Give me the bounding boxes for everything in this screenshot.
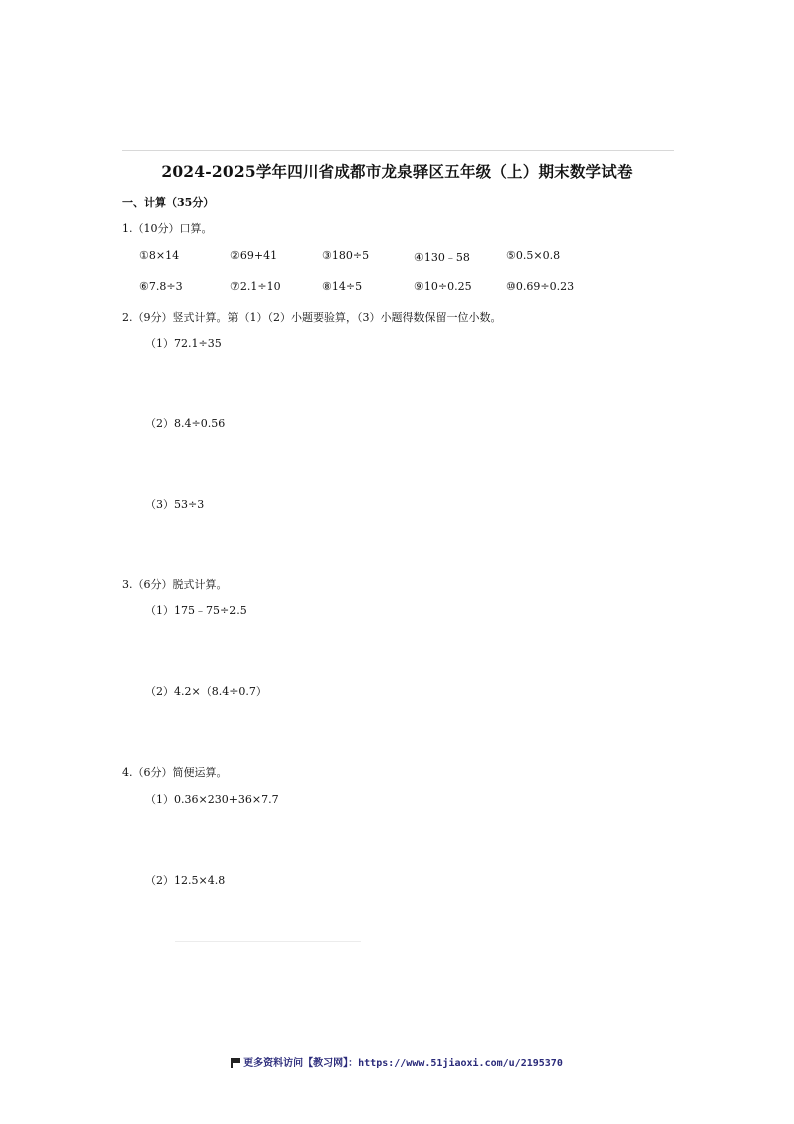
footer-text: 更多资料访问【教习网】：https://www.51jiaoxi.com/u/2195370: [243, 1058, 563, 1069]
oral-item: ⑩0.69÷0.23: [506, 280, 575, 293]
footer-link[interactable]: [0, 1054, 794, 1069]
oral-item: ②69+41: [230, 249, 278, 262]
question-4-item-1: （1）0.36×230+36×7.7: [145, 793, 279, 806]
page-title: 2024-2025学年四川省成都市龙泉驿区五年级（上）期末数学试卷: [161, 162, 633, 181]
question-1-label: 1.（10分）口算。: [122, 222, 213, 235]
question-2-item-2: （2）8.4÷0.56: [145, 417, 226, 430]
section-heading-calc: 一、计算（35分）: [122, 196, 215, 209]
oral-item: ④130﹣58: [414, 251, 470, 264]
oral-item: ⑥7.8÷3: [139, 280, 183, 293]
question-2-label: 2.（9分）竖式计算。第（1）（2）小题要验算，（3）小题得数保留一位小数。: [122, 311, 502, 324]
oral-item: ⑨10÷0.25: [414, 280, 472, 293]
oral-item: ⑦2.1÷10: [230, 280, 281, 293]
oral-item: ①8×14: [139, 249, 180, 262]
question-4-item-2: （2）12.5×4.8: [145, 874, 226, 887]
question-2-item-1: （1）72.1÷35: [145, 337, 222, 350]
bottom-divider: [175, 941, 361, 942]
oral-item: ⑧14÷5: [322, 280, 363, 293]
oral-item: ⑤0.5×0.8: [506, 249, 561, 262]
oral-item: ③180÷5: [322, 249, 370, 262]
question-4-label: 4.（6分）简便运算。: [122, 766, 228, 779]
question-3-item-2: （2）4.2×（8.4÷0.7）: [145, 685, 267, 698]
question-3-label: 3.（6分）脱式计算。: [122, 578, 228, 591]
question-2-item-3: （3）53÷3: [145, 498, 205, 511]
top-divider: [122, 150, 674, 151]
question-3-item-1: （1）175﹣75÷2.5: [145, 604, 247, 617]
flag-icon: [231, 1058, 240, 1067]
